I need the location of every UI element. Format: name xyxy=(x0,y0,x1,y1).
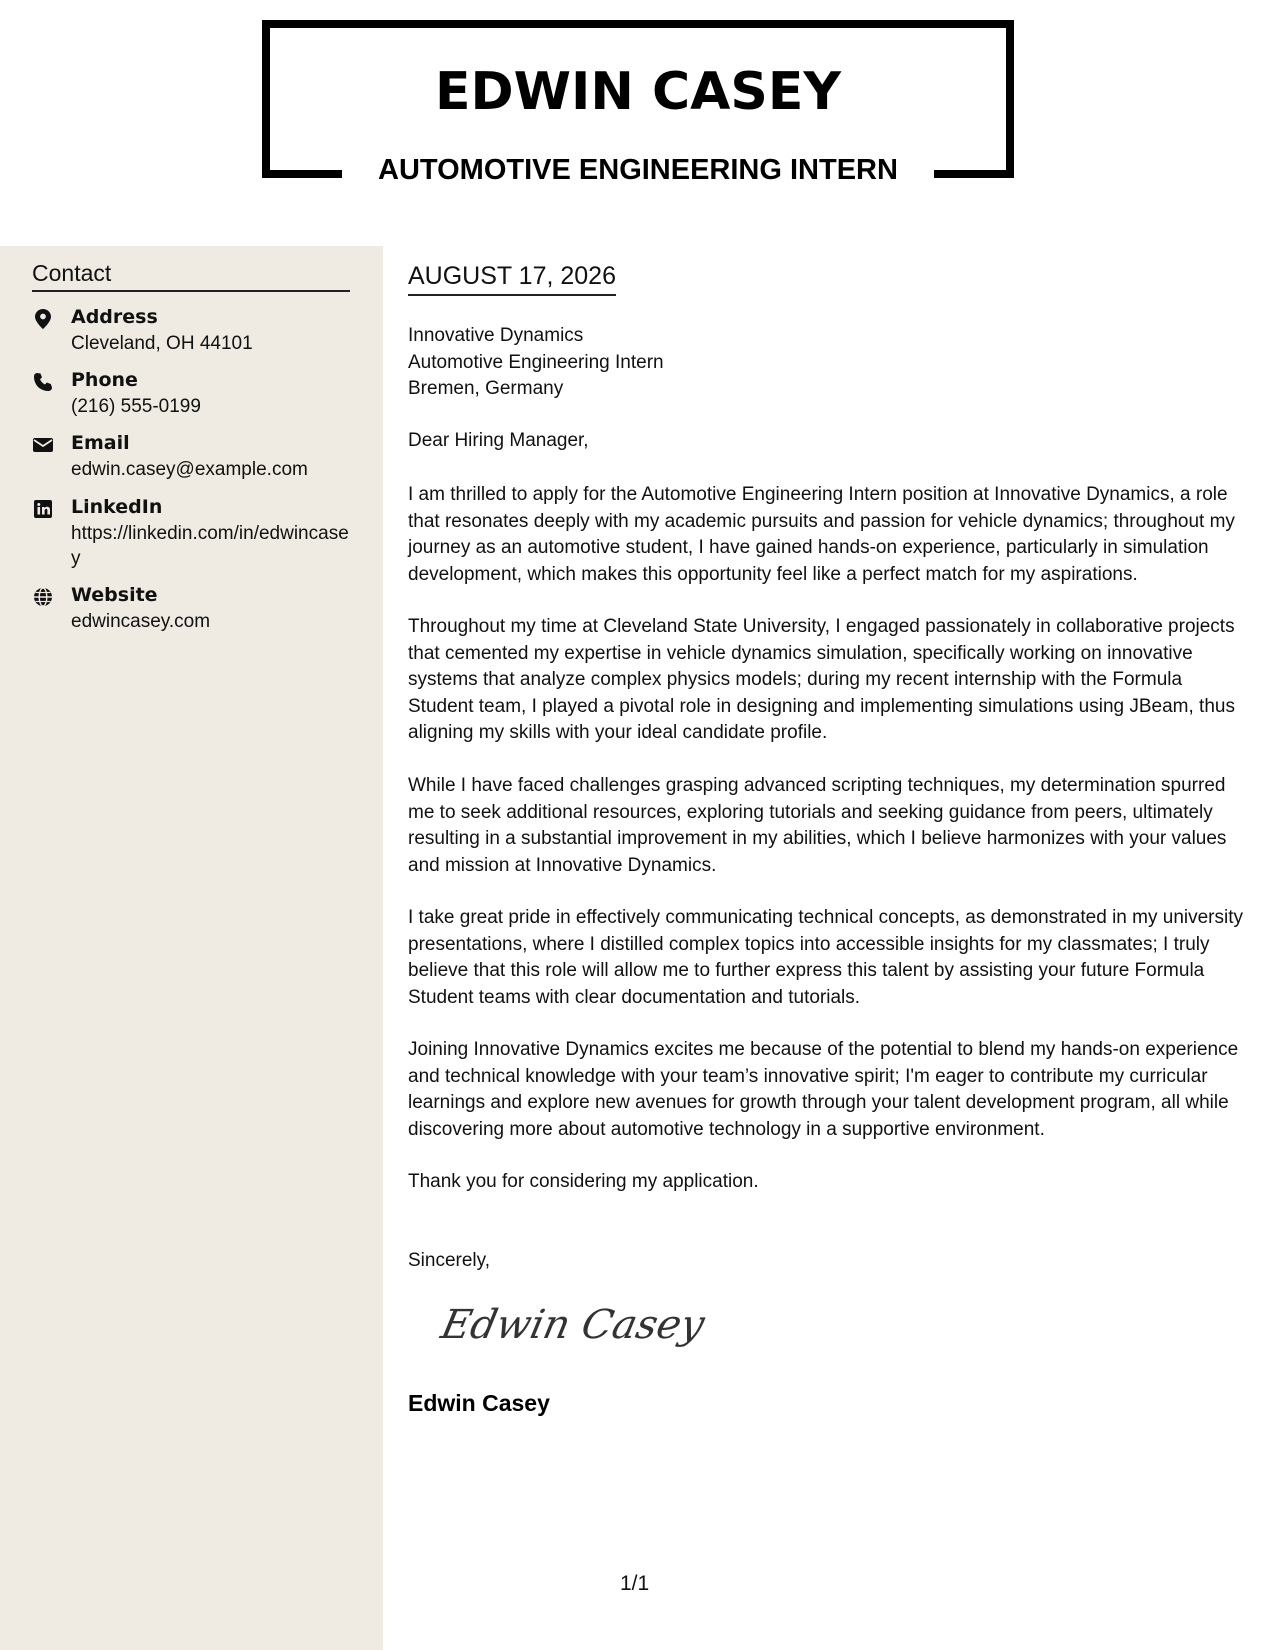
closing: Sincerely, xyxy=(408,1250,491,1271)
page-number: 1/1 xyxy=(620,1572,650,1595)
signer-name: Edwin Casey xyxy=(408,1390,550,1416)
recipient-block xyxy=(408,323,664,403)
letter-date: AUGUST 17, 2026 xyxy=(408,262,616,296)
applicant-name: EDWIN CASEY xyxy=(434,62,842,122)
paragraph: Joining Innovative Dynamics excites me because of the potential to blend my hands-on experience and technical knowledge with your team’s innovative spirit; I'm eager to contribute my curricular learnings and explore new avenues for growth through your talent development program, all while discovering more about automotive technology in a supportive environment. xyxy=(408,1039,1239,1140)
globe-icon xyxy=(32,586,54,608)
recipient-position: Automotive Engineering Intern xyxy=(408,351,664,373)
linkedin-icon xyxy=(32,498,54,520)
contact-label: Address xyxy=(71,306,158,328)
contact-label: LinkedIn xyxy=(71,496,163,518)
contact-value: Cleveland, OH 44101 xyxy=(71,333,253,354)
email-icon xyxy=(32,434,54,456)
contact-heading: Contact xyxy=(32,260,350,292)
contact-value: edwin.casey@example.com xyxy=(71,459,308,480)
paragraph: While I have faced challenges grasping advanced scripting techniques, my determination spurred me to seek additional resources, exploring tutorials and seeking guidance from peers, ultimately resulting in a substantial improvement in my abilities, which I believe harmonizes with your values and mission at Innovative Dynamics. xyxy=(408,775,1227,876)
paragraph: Thank you for considering my application. xyxy=(408,1171,759,1192)
contact-label: Email xyxy=(71,432,130,454)
contact-value: (216) 555-0199 xyxy=(71,396,201,417)
paragraph: I take great pride in effectively communicating technical concepts, as demonstrated in my university presentations, where I distilled complex topics into accessible insights for my classmates; I truly believe that this role will allow me to further express this talent by assisting your future Formula Student teams with clear documentation and tutorials. xyxy=(408,907,1243,1008)
contact-label: Website xyxy=(71,584,158,606)
recipient-location: Bremen, Germany xyxy=(408,378,564,399)
frame-top-border xyxy=(262,20,1014,28)
paragraph: Throughout my time at Cleveland State University, I engaged passionately in collaborative projects that cemented my expertise in vehicle dynamics simulation, specifically working on innovative systems that analyze complex physics models; during my recent internship with the Formula Student team, I played a pivotal role in designing and implementing simulations using JBeam, thus aligning my skills with your ideal candidate profile. xyxy=(408,616,1235,743)
map-pin-icon xyxy=(32,308,54,330)
salutation: Dear Hiring Manager, xyxy=(408,430,589,451)
phone-icon xyxy=(32,371,54,393)
contact-value: edwincasey.com xyxy=(71,611,211,632)
paragraph: I am thrilled to apply for the Automotive Engineering Intern position at Innovative Dynamics, a role that resonates deeply with my academic pursuits and passion for vehicle dynamics; throughout my journey as an automotive student, I have gained hands-on experience, particularly in simulation development, which makes this opportunity feel like a perfect match for my aspirations. xyxy=(408,484,1235,585)
signature-image: Edwin Casey xyxy=(437,1302,709,1348)
recipient-company: Innovative Dynamics xyxy=(408,325,584,346)
applicant-role: AUTOMOTIVE ENGINEERING INTERN xyxy=(378,154,898,186)
contact-label: Phone xyxy=(71,369,138,391)
contact-value: https://linkedin.com/in/edwincasey xyxy=(71,523,349,569)
